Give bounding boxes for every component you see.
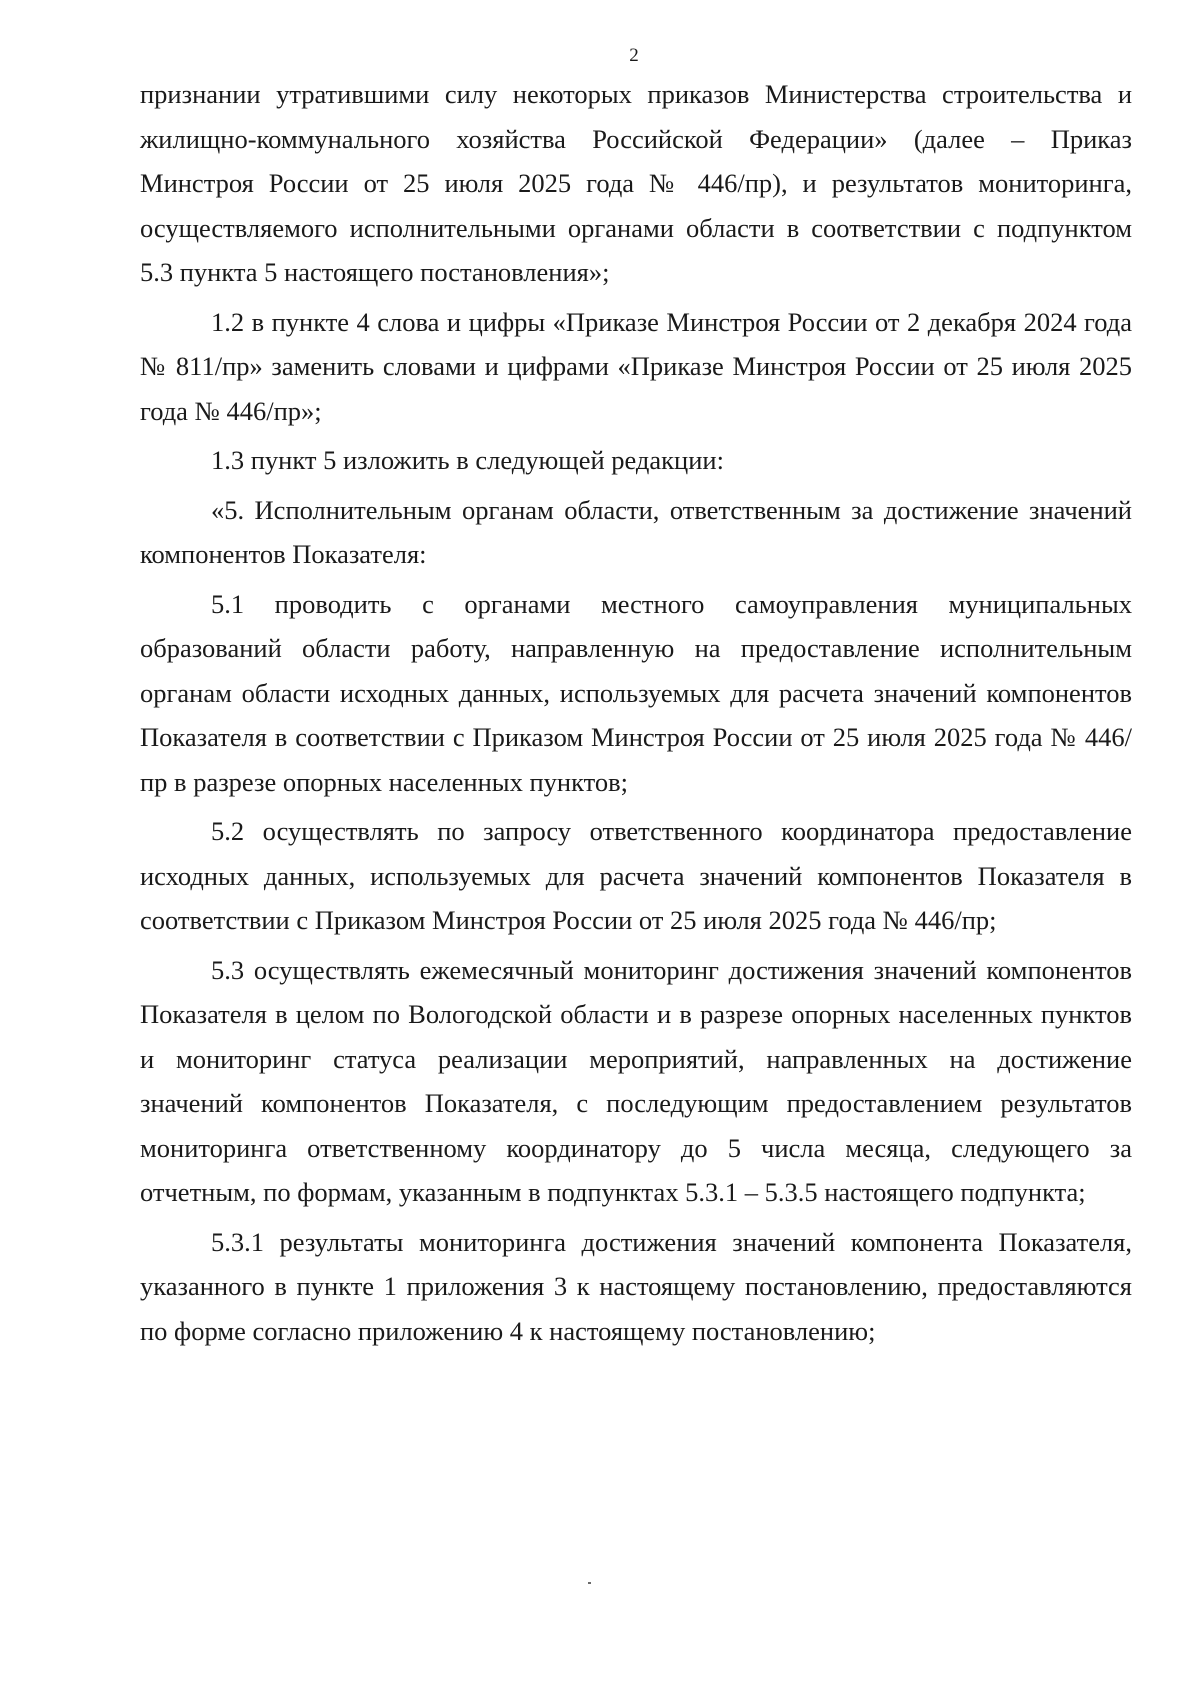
scan-dot-mark xyxy=(588,1582,591,1584)
paragraph-item-5-1: 5.1 проводить с органами местного самоуправления муниципальных образований области работу, направленную на предоставление исполнительным органам области исходных данных, используемых для расчета значений компонентов Показателя в соответствии с Приказом Минстроя России от 25 июля 2025 года № 446/пр в разрезе опорных населенных пунктов; xyxy=(140,588,1132,797)
document-body xyxy=(140,72,1132,1358)
paragraph-item-5-2: 5.2 осуществлять по запросу ответственного координатора предоставление исходных данных, используемых для расчета значений компонентов Показателя в соответствии с Приказом Минстроя России от 25 июля 2025 года № 446/пр; xyxy=(140,816,1132,935)
paragraph-item-1-2: 1.2 в пункте 4 слова и цифры «Приказе Минстроя России от 2 декабря 2024 года № 811/пр» заменить словами и цифрами «Приказе Минстроя России от 25 июля 2025 года № 446/пр»; xyxy=(140,306,1132,426)
paragraph-item-1-3: 1.3 пункт 5 изложить в следующей редакции: xyxy=(211,445,724,475)
paragraph-item-5: «5. Исполнительным органам области, ответственным за достижение значений компонентов Показателя: xyxy=(140,494,1132,569)
page-number: 2 xyxy=(629,45,639,66)
paragraph-item-5-3-1: 5.3.1 результаты мониторинга достижения значений компонента Показателя, указанного в пункте 1 приложения 3 к настоящему постановлению, предоставляются по форме согласно приложению 4 к настоящему постановлению; xyxy=(140,1226,1132,1346)
paragraph-item-5-3: 5.3 осуществлять ежемесячный мониторинг достижения значений компонентов Показателя в целом по Вологодской области и в разрезе опорных населенных пунктов и мониторинг статуса реализации мероприятий, направленных на достижение значений компонентов Показателя, с последующим предоставлением результатов мониторинга ответственному координатору до 5 числа месяца, следующего за отчетным, по формам, указанным в подпунктах 5.3.1 – 5.3.5 настоящего подпункта; xyxy=(140,954,1132,1207)
paragraph-continuation: признании утратившими силу некоторых приказов Министерства строительства и жилищно-коммунального хозяйства Российской Федерации» (далее – Приказ Минстроя России от 25 июля 2025 года № 446/пр), и результатов мониторинга, осуществляемого исполнительными органами области в соответствии с подпунктом 5.3 пункта 5 настоящего постановления»; xyxy=(140,79,1132,287)
